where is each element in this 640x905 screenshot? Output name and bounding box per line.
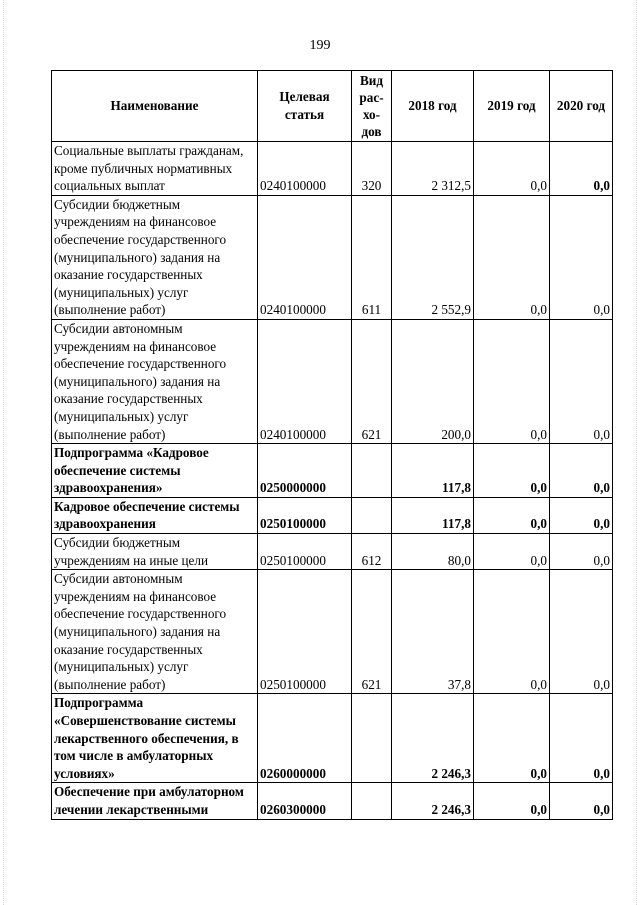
row-code: 0240100000 <box>258 142 352 196</box>
row-2019: 0,0 <box>474 570 550 694</box>
table-row <box>52 497 613 533</box>
row-2018: 2 246,3 <box>392 783 474 819</box>
budget-table <box>51 70 613 820</box>
row-code: 0250100000 <box>258 497 352 533</box>
row-name: Кадровое обеспечение системы здравоохранения <box>52 497 258 533</box>
table-row <box>52 142 613 196</box>
table-row <box>52 783 613 819</box>
row-2020: 0,0 <box>550 497 613 533</box>
row-2020: 0,0 <box>550 534 613 570</box>
row-kind <box>352 444 392 498</box>
row-name: Субсидии автономным учреждениям на финансовое обеспечение государственного (муниципального) задания на оказание государственных (муниципальных) услуг (выполнение работ) <box>52 319 258 443</box>
row-2018: 2 312,5 <box>392 142 474 196</box>
row-name: Субсидии бюджетным учреждениям на иные цели <box>52 534 258 570</box>
row-2019: 0,0 <box>474 497 550 533</box>
table-row <box>52 444 613 498</box>
row-kind: 611 <box>352 195 392 319</box>
row-code: 0260000000 <box>258 694 352 783</box>
row-kind <box>352 497 392 533</box>
row-kind: 621 <box>352 570 392 694</box>
row-name: Субсидии бюджетным учреждениям на финансовое обеспечение государственного (муниципального) задания на оказание государственных (муниципальных) услуг (выполнение работ) <box>52 195 258 319</box>
table-row <box>52 694 613 783</box>
row-code: 0240100000 <box>258 319 352 443</box>
table-row <box>52 195 613 319</box>
table-row <box>52 319 613 443</box>
row-2018: 117,8 <box>392 444 474 498</box>
header-2018: 2018 год <box>392 71 474 142</box>
row-name: Обеспечение при амбулаторном лечении лекарственными <box>52 783 258 819</box>
row-2020: 0,0 <box>550 319 613 443</box>
row-name: Субсидии автономным учреждениям на финансовое обеспечение государственного (муниципального) задания на оказание государственных (муниципальных) услуг (выполнение работ) <box>52 570 258 694</box>
header-2020: 2020 год <box>550 71 613 142</box>
row-2018: 80,0 <box>392 534 474 570</box>
row-code: 0240100000 <box>258 195 352 319</box>
right-margin-line <box>636 0 637 905</box>
row-2019: 0,0 <box>474 783 550 819</box>
row-2020: 0,0 <box>550 142 613 196</box>
row-name: Подпрограмма «Совершенствование системы лекарственного обеспечения, в том числе в амбулаторных условиях» <box>52 694 258 783</box>
row-2018: 2 246,3 <box>392 694 474 783</box>
row-2020: 0,0 <box>550 694 613 783</box>
header-kind: Вид рас- хо- дов <box>352 71 392 142</box>
row-code: 0250100000 <box>258 570 352 694</box>
table-row <box>52 570 613 694</box>
page-number: 199 <box>309 38 331 53</box>
row-2018: 37,8 <box>392 570 474 694</box>
header-row <box>52 71 613 142</box>
row-kind <box>352 694 392 783</box>
table-row <box>52 534 613 570</box>
row-name: Социальные выплаты гражданам, кроме публичных нормативных социальных выплат <box>52 142 258 196</box>
header-target: Целевая статья <box>258 71 352 142</box>
row-2019: 0,0 <box>474 195 550 319</box>
header-2019: 2019 год <box>474 71 550 142</box>
row-2018: 117,8 <box>392 497 474 533</box>
row-2019: 0,0 <box>474 444 550 498</box>
row-code: 0250100000 <box>258 534 352 570</box>
row-2019: 0,0 <box>474 319 550 443</box>
row-kind: 612 <box>352 534 392 570</box>
row-kind <box>352 783 392 819</box>
row-2020: 0,0 <box>550 783 613 819</box>
row-2018: 2 552,9 <box>392 195 474 319</box>
row-kind: 621 <box>352 319 392 443</box>
left-margin-line <box>3 0 4 905</box>
row-2020: 0,0 <box>550 570 613 694</box>
row-2019: 0,0 <box>474 534 550 570</box>
row-code: 0260300000 <box>258 783 352 819</box>
row-name: Подпрограмма «Кадровое обеспечение системы здравоохранения» <box>52 444 258 498</box>
row-2018: 200,0 <box>392 319 474 443</box>
row-code: 0250000000 <box>258 444 352 498</box>
row-2020: 0,0 <box>550 444 613 498</box>
row-2020: 0,0 <box>550 195 613 319</box>
row-2019: 0,0 <box>474 694 550 783</box>
row-2019: 0,0 <box>474 142 550 196</box>
header-name: Наименование <box>52 71 258 142</box>
row-kind: 320 <box>352 142 392 196</box>
